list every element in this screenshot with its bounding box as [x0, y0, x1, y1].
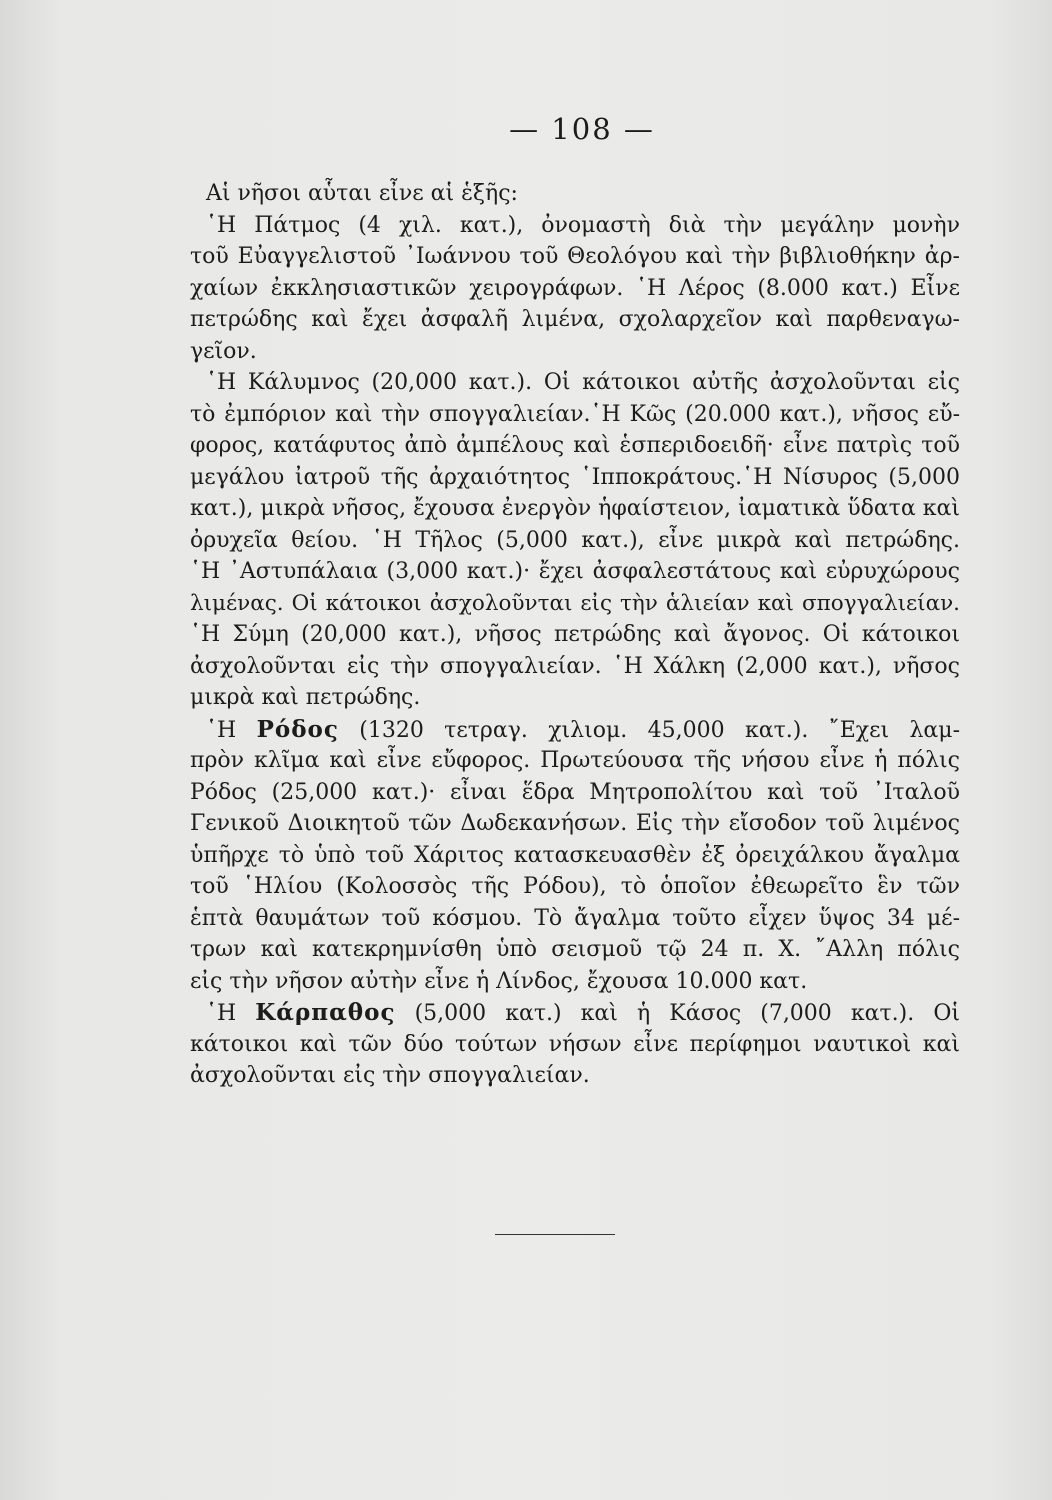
text-line: φορος, κατάφυτος ἀπὸ ἀμπέλους καὶ ἑσπεριδοειδῆ· εἶνε πατρὶς τοῦ [190, 433, 960, 458]
text-line: εἰς τὴν νῆσον αὐτὴν εἶνε ἡ Λίνδος, ἔχουσα 10.000 κατ. [190, 968, 808, 994]
text-line: τοῦ ῾Ηλίου (Κολοσσὸς τῆς Ρόδου), τὸ ὁποῖον ἐθεωρεῖτο ἓν τῶν [190, 874, 960, 899]
text-line: Αἱ νῆσοι αὗται εἶνε αἱ ἑξῆς: [206, 181, 518, 206]
text-line: ἀσχολοῦνται εἰς τὴν σπογγαλιείαν. [190, 1063, 590, 1088]
page-number: — 108 — [509, 112, 655, 146]
text-line: μικρὰ καὶ πετρώδης. [190, 685, 421, 710]
text-line: ῾Η Κάρπαθος (5,000 κατ.) καὶ ἡ Κάσος (7,000 κατ.). Οἱ [206, 999, 960, 1026]
text-line: Γενικοῦ Διοικητοῦ τῶν Δωδεκανήσων. Εἰς τὴν εἴσοδον τοῦ λιμένος [190, 811, 960, 836]
text-line: τὸ ἐμπόριον καὶ τὴν σπογγαλιείαν.῾Η Κῶς (20.000 κατ.), νῆσος εὔ- [190, 401, 960, 427]
text-line: γεῖον. [190, 338, 257, 364]
text-line: τοῦ Εὐαγγελιστοῦ ᾽Ιωάννου τοῦ Θεολόγου καὶ τὴν βιβλιοθήκην ἀρ- [190, 244, 960, 269]
text-line: ῾Η ᾽Αστυπάλαια (3,000 κατ.)· ἔχει ἀσφαλεστάτους καὶ εὐρυχώρους [190, 559, 960, 584]
text-line: ῾Η Σύμη (20,000 κατ.), νῆσος πετρώδης καὶ ἄγονος. Οἱ κάτοικοι [190, 622, 960, 647]
text-line: πετρώδης καὶ ἔχει ἀσφαλῆ λιμένα, σχολαρχεῖον καὶ παρθεναγω- [190, 307, 960, 332]
text-line: ῾Η Κάλυμνος (20,000 κατ.). Οἱ κάτοικοι αὐτῆς ἀσχολοῦνται εἰς [206, 370, 960, 395]
heading-rodos: Ρόδος [256, 715, 339, 743]
text-line: ἀσχολοῦνται εἰς τὴν σπογγαλιείαν. ῾Η Χάλκη (2,000 κατ.), νῆσος [190, 653, 960, 679]
text-line: κάτοικοι καὶ τῶν δύο τούτων νήσων εἶνε περίφημοι ναυτικοὶ καὶ [190, 1031, 960, 1057]
text-line: ἑπτὰ θαυμάτων τοῦ κόσμου. Τὸ ἄγαλμα τοῦτο εἶχεν ὕψος 34 μέ- [190, 905, 960, 931]
section-divider [495, 1234, 615, 1235]
text-line: ὑπῆρχε τὸ ὑπὸ τοῦ Χάριτος κατασκευασθὲν ἐξ ὀρειχάλκου ἄγαλμα [190, 842, 960, 868]
text-line: ῾Η Ρόδος (1320 τετραγ. χιλιομ. 45,000 κατ.). ῎Εχει λαμ- [206, 715, 960, 743]
body-text [190, 178, 960, 1092]
text-line: λιμένας. Οἱ κάτοικοι ἀσχολοῦνται εἰς τὴν ἁλιείαν καὶ σπογγαλιείαν. [190, 590, 960, 616]
text-line: χαίων ἐκκλησιαστικῶν χειρογράφων. ῾Η Λέρος (8.000 κατ.) Εἶνε [190, 275, 960, 301]
text-line: πρὸν κλῖμα καὶ εἶνε εὔφορος. Πρωτεύουσα τῆς νήσου εἶνε ἡ πόλις [190, 748, 960, 773]
text-line: κατ.), μικρὰ νῆσος, ἔχουσα ἐνεργὸν ἡφαίστειον, ἰαματικὰ ὕδατα καὶ [190, 496, 960, 521]
text-line: τρων καὶ κατεκρημνίσθη ὑπὸ σεισμοῦ τῷ 24 π. Χ. ῎Αλλη πόλις [190, 937, 960, 962]
heading-karpathos: Κάρπαθος [255, 999, 396, 1026]
text-line: ὀρυχεῖα θείου. ῾Η Τῆλος (5,000 κατ.), εἶνε μικρὰ καὶ πετρώδης. [190, 527, 960, 553]
text-line: μεγάλου ἰατροῦ τῆς ἀρχαιότητος ῾Ιπποκράτους.῾Η Νίσυρος (5,000 [190, 464, 960, 490]
text-line: Ρόδος (25,000 κατ.)· εἶναι ἕδρα Μητροπολίτου καὶ τοῦ ᾽Ιταλοῦ [190, 779, 960, 805]
text-line: ῾Η Πάτμος (4 χιλ. κατ.), ὀνομαστὴ διὰ τὴν μεγάλην μονὴν [206, 212, 960, 238]
